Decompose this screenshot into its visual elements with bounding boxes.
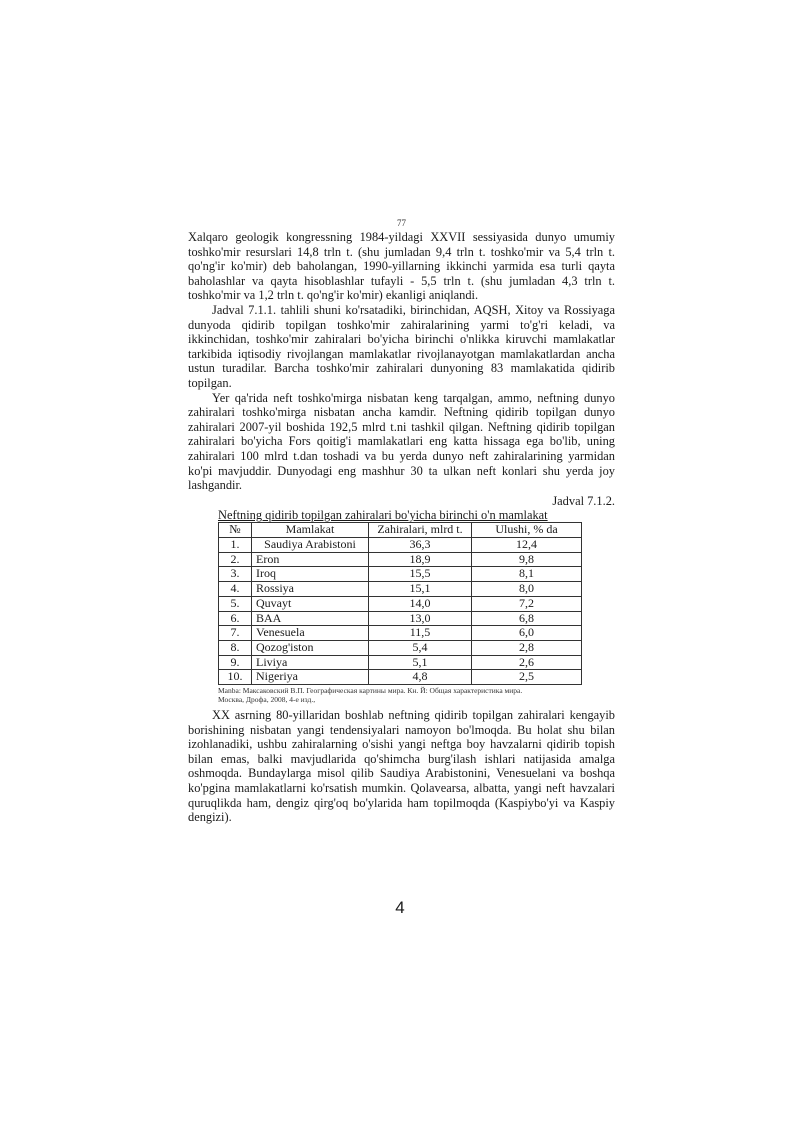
- row-country: Eron: [252, 552, 369, 567]
- row-number: 8.: [219, 640, 252, 655]
- row-country: Qozog'iston: [252, 640, 369, 655]
- header-country: Mamlakat: [252, 523, 369, 538]
- document-page: [188, 218, 615, 825]
- table-source-line-2: Москва, Дрофа, 2008, 4-е изд.,: [218, 695, 316, 705]
- header-reserves: Zahiralari, mlrd t.: [369, 523, 472, 538]
- row-number: 9.: [219, 655, 252, 670]
- row-country: Iroq: [252, 567, 369, 582]
- footer-page-number: 4: [395, 898, 405, 917]
- row-reserves: 15,1: [369, 582, 472, 597]
- row-country: Nigeriya: [252, 670, 369, 685]
- row-country: Liviya: [252, 655, 369, 670]
- row-country: Saudiya Arabistoni: [252, 537, 369, 552]
- row-reserves: 4,8: [369, 670, 472, 685]
- row-country: Quvayt: [252, 596, 369, 611]
- row-reserves: 5,4: [369, 640, 472, 655]
- row-country: Venesuela: [252, 626, 369, 641]
- header-number: №: [219, 523, 252, 538]
- row-number: 1.: [219, 537, 252, 552]
- table-row: [219, 640, 582, 655]
- row-number: 7.: [219, 626, 252, 641]
- row-share: 7,2: [472, 596, 582, 611]
- table-title: Neftning qidirib topilgan zahiralari bo'yicha birinchi o'n mamlakat: [218, 508, 548, 523]
- row-number: 5.: [219, 596, 252, 611]
- row-reserves: 13,0: [369, 611, 472, 626]
- table-row: [219, 626, 582, 641]
- table-row: [219, 596, 582, 611]
- paragraph-4: XX asrning 80-yillaridan boshlab neftning qidirib topilgan zahiralari kengayib borishining nisbatan yangi tendensiyalari namoyon bo'lmoqda. Bu holat shu bilan izohlanadiki, ushbu zahiralarning o'sishi yangi neftga boy havzalarni qidirib topish bilan emas, balki mavjudlarida qo'shimcha burg'ilash ishlari natijasida amalga oshmoqda. Bundaylarga misol qilib Saudiya Arabistonini, Venesuelani va boshqa ko'pgina mamlakatlarni ko'rsatish mumkin. Qolavearsa, albatta, yangi neft havzalari quruqlikda ham, dengiz qirg'oq bo'ylarida ham topilmoqda (Kaspiybo'yi va Kaspiy dengizi).: [188, 708, 615, 825]
- row-country: BAA: [252, 611, 369, 626]
- header-share: Ulushi, % da: [472, 523, 582, 538]
- row-reserves: 5,1: [369, 655, 472, 670]
- table-row: [219, 611, 582, 626]
- inner-page-number: 77: [397, 218, 406, 228]
- row-share: 6,0: [472, 626, 582, 641]
- row-number: 10.: [219, 670, 252, 685]
- row-share: 2,6: [472, 655, 582, 670]
- row-number: 6.: [219, 611, 252, 626]
- row-share: 8,0: [472, 582, 582, 597]
- row-reserves: 14,0: [369, 596, 472, 611]
- row-country: Rossiya: [252, 582, 369, 597]
- row-share: 8,1: [472, 567, 582, 582]
- row-share: 9,8: [472, 552, 582, 567]
- row-share: 2,8: [472, 640, 582, 655]
- paragraph-2: Jadval 7.1.1. tahlili shuni ko'rsatadiki, birinchidan, AQSH, Xitoy va Rossiyaga dunyoda qidirib topilgan toshko'mir zahiralarining yarmi to'g'ri keladi, va ikkinchidan, toshko'mir zahiralari bo'yicha birinchi o'nlikka kiruvchi mamlakatlar tarkibida iqtisodiy rivojlangan mamlakatlar rivojlanayotgan mamlakatlardan ancha ustun turadilar. Barcha toshko'mir zahiralari dunyoning 83 mamlakatida qidirib topilgan.: [188, 302, 615, 390]
- row-share: 2,5: [472, 670, 582, 685]
- row-number: 3.: [219, 567, 252, 582]
- row-share: 6,8: [472, 611, 582, 626]
- row-number: 4.: [219, 582, 252, 597]
- row-reserves: 18,9: [369, 552, 472, 567]
- row-number: 2.: [219, 552, 252, 567]
- row-reserves: 11,5: [369, 626, 472, 641]
- row-share: 12,4: [472, 537, 582, 552]
- table-row: [219, 582, 582, 597]
- table-source: [218, 686, 598, 704]
- table-row: [219, 655, 582, 670]
- table-source-line-1: Manba: Максаковский В.П. Географическая картины мира. Кн. Й: Общая характеристика мира.: [218, 686, 523, 696]
- table-row: [219, 537, 582, 552]
- oil-reserves-table: [218, 522, 582, 685]
- table-row: [219, 552, 582, 567]
- paragraph-1: Xalqaro geologik kongressning 1984-yildagi XXVII sessiyasida dunyo umumiy toshko'mir resurslari 14,8 trln t. (shu jumladan 9,4 trln t. toshko'mir va 5,4 trln t. qo'ng'ir ko'mir) deb baholangan, 1990-yillarning ikkinchi yarmida esa turli qayta baholashlar va qayta hisoblashlar tufayli - 5,5 trln t. (shu jumladan 4,3 trln t. toshko'mir va 1,2 trln t. qo'ng'ir ko'mir) ekanligi aniqlandi.: [188, 230, 615, 303]
- paragraph-3: Yer qa'rida neft toshko'mirga nisbatan keng tarqalgan, ammo, neftning dunyo zahiralari toshko'mirga nisbatan ancha kamdir. Neftning qidirib topilgan dunyo zahiralari 2007-yil boshida 192,5 mlrd t.ni tashkil qilgan. Neftning qidirib topilgan zahiralari bo'yicha Fors qoitig'i mamlakatlari eng katta hissaga ega bo'lib, uning zahiralari 100 mlrd t.dan toshadi va bu yerda dunyo neft zahiralarining yarmidan ko'pi mavjuddir. Dunyodagi eng mashhur 30 ta ulkan neft konlari shu yerda joy lashgandir.: [188, 390, 615, 493]
- row-reserves: 36,3: [369, 537, 472, 552]
- table-row: [219, 567, 582, 582]
- table-label: Jadval 7.1.2.: [552, 493, 615, 508]
- row-reserves: 15,5: [369, 567, 472, 582]
- table-header-row: [219, 523, 582, 538]
- table-row: [219, 670, 582, 685]
